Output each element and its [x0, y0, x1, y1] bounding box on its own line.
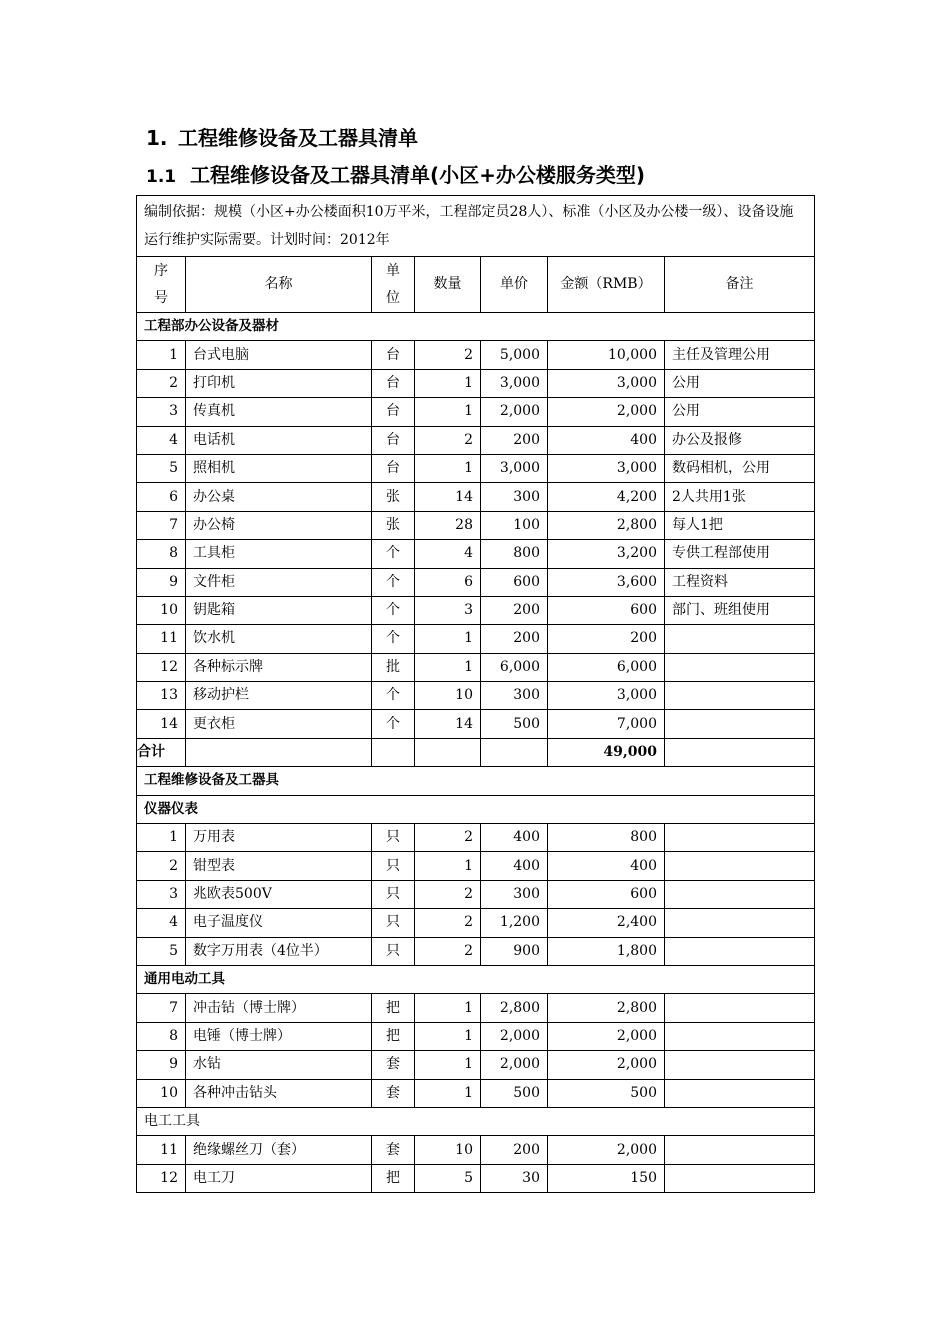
table-row [137, 909, 815, 937]
cell-price: 600 [481, 568, 548, 596]
cell-name: 电话机 [186, 426, 372, 454]
cell-amount: 7,000 [548, 710, 665, 738]
cell-price: 2,000 [481, 1051, 548, 1079]
cell-price: 30 [481, 1164, 548, 1192]
cell-seq: 8 [137, 540, 186, 568]
cell-note [665, 1079, 815, 1107]
section-row [137, 795, 815, 823]
cell-amount: 3,000 [548, 454, 665, 482]
cell-seq: 4 [137, 426, 186, 454]
cell-price: 3,000 [481, 454, 548, 482]
cell-note: 部门、班组使用 [665, 596, 815, 624]
table-row [137, 710, 815, 738]
cell-note: 数码相机，公用 [665, 454, 815, 482]
cell-note [665, 909, 815, 937]
cell-unit: 张 [372, 511, 415, 539]
cell-amount: 2,400 [548, 909, 665, 937]
table-row [137, 1079, 815, 1107]
cell-unit: 套 [372, 1079, 415, 1107]
header-amount: 金额（RMB） [548, 257, 665, 313]
cell-amount: 4,200 [548, 483, 665, 511]
cell-unit: 套 [372, 1136, 415, 1164]
table-row [137, 852, 815, 880]
cell-name: 钳型表 [186, 852, 372, 880]
cell-qty: 2 [415, 426, 481, 454]
cell-amount: 3,600 [548, 568, 665, 596]
cell-name: 打印机 [186, 369, 372, 397]
cell-seq: 7 [137, 511, 186, 539]
cell-qty: 3 [415, 596, 481, 624]
cell-qty: 2 [415, 937, 481, 965]
heading-1-text: 工程维修设备及工器具清单 [178, 126, 418, 150]
cell-amount: 3,000 [548, 369, 665, 397]
cell-note [665, 1051, 815, 1079]
cell-amount: 400 [548, 426, 665, 454]
table-row [137, 1164, 815, 1192]
cell-unit: 张 [372, 483, 415, 511]
cell-price: 2,800 [481, 994, 548, 1022]
section-title: 仪器仪表 [137, 795, 815, 823]
cell-note [665, 852, 815, 880]
cell-seq: 1 [137, 824, 186, 852]
cell-name: 台式电脑 [186, 341, 372, 369]
cell-qty: 10 [415, 1136, 481, 1164]
cell-seq: 3 [137, 880, 186, 908]
heading-1 [146, 122, 418, 151]
cell-unit: 台 [372, 454, 415, 482]
table-row [137, 540, 815, 568]
cell-seq: 7 [137, 994, 186, 1022]
cell-name: 移动护栏 [186, 682, 372, 710]
cell-unit: 个 [372, 568, 415, 596]
section-row [137, 767, 815, 795]
cell-qty: 1 [415, 454, 481, 482]
cell-note [665, 682, 815, 710]
cell-amount: 2,000 [548, 1136, 665, 1164]
cell-amount: 800 [548, 824, 665, 852]
cell-name: 办公椅 [186, 511, 372, 539]
cell-note: 办公及报修 [665, 426, 815, 454]
table-row [137, 511, 815, 539]
table-row [137, 369, 815, 397]
cell-unit: 个 [372, 596, 415, 624]
cell-seq: 11 [137, 625, 186, 653]
cell-qty: 14 [415, 710, 481, 738]
cell-note: 公用 [665, 369, 815, 397]
cell-seq: 8 [137, 1022, 186, 1050]
cell-unit: 台 [372, 341, 415, 369]
cell-name: 工具柜 [186, 540, 372, 568]
section-row [137, 313, 815, 341]
cell-qty: 14 [415, 483, 481, 511]
cell-seq: 4 [137, 909, 186, 937]
total-empty-cell [415, 738, 481, 766]
cell-price: 200 [481, 625, 548, 653]
section-title: 工程维修设备及工器具 [137, 767, 815, 795]
cell-price: 400 [481, 824, 548, 852]
cell-seq: 3 [137, 398, 186, 426]
cell-unit: 台 [372, 369, 415, 397]
cell-amount: 3,000 [548, 682, 665, 710]
cell-seq: 14 [137, 710, 186, 738]
cell-unit: 批 [372, 653, 415, 681]
cell-seq: 12 [137, 653, 186, 681]
cell-note [665, 1164, 815, 1192]
cell-seq: 9 [137, 1051, 186, 1079]
section-title: 工程部办公设备及器材 [137, 313, 815, 341]
cell-price: 500 [481, 710, 548, 738]
cell-seq: 11 [137, 1136, 186, 1164]
cell-name: 钥匙箱 [186, 596, 372, 624]
equipment-table-body [137, 196, 815, 1193]
cell-qty: 28 [415, 511, 481, 539]
header-name: 名称 [186, 257, 372, 313]
cell-unit: 把 [372, 994, 415, 1022]
section-title: 通用电动工具 [137, 965, 815, 993]
cell-unit: 台 [372, 398, 415, 426]
cell-amount: 200 [548, 625, 665, 653]
cell-name: 数字万用表（4位半） [186, 937, 372, 965]
cell-amount: 2,800 [548, 994, 665, 1022]
cell-qty: 10 [415, 682, 481, 710]
cell-amount: 2,000 [548, 1051, 665, 1079]
cell-unit: 只 [372, 937, 415, 965]
cell-name: 各种标示牌 [186, 653, 372, 681]
cell-amount: 500 [548, 1079, 665, 1107]
cell-price: 1,200 [481, 909, 548, 937]
cell-qty: 6 [415, 568, 481, 596]
header-unit-text: 单 位 [386, 262, 400, 306]
header-seq [137, 257, 186, 313]
basis-text: 编制依据：规模（小区+办公楼面积10万平米，工程部定员28人）、标准（小区及办公楼一级）、设备设施运行维护实际需要。计划时间：2012年 [137, 196, 815, 257]
cell-name: 文件柜 [186, 568, 372, 596]
total-empty-cell [372, 738, 415, 766]
cell-note [665, 1022, 815, 1050]
header-seq-text: 序 号 [154, 262, 168, 306]
cell-note: 专供工程部使用 [665, 540, 815, 568]
table-row [137, 824, 815, 852]
total-label: 合计 [137, 738, 186, 766]
cell-price: 200 [481, 1136, 548, 1164]
total-row [137, 738, 815, 766]
cell-qty: 2 [415, 909, 481, 937]
heading-2-text: 工程维修设备及工器具清单(小区+办公楼服务类型) [190, 163, 646, 187]
total-empty-cell [481, 738, 548, 766]
cell-price: 2,000 [481, 398, 548, 426]
cell-qty: 1 [415, 369, 481, 397]
cell-unit: 把 [372, 1164, 415, 1192]
total-empty-cell [665, 738, 815, 766]
table-row [137, 682, 815, 710]
cell-price: 400 [481, 852, 548, 880]
cell-price: 3,000 [481, 369, 548, 397]
table-row [137, 1022, 815, 1050]
table-row [137, 937, 815, 965]
cell-note [665, 653, 815, 681]
cell-amount: 600 [548, 596, 665, 624]
cell-seq: 5 [137, 454, 186, 482]
cell-qty: 1 [415, 1051, 481, 1079]
cell-qty: 5 [415, 1164, 481, 1192]
cell-note: 工程资料 [665, 568, 815, 596]
cell-qty: 1 [415, 653, 481, 681]
cell-price: 200 [481, 426, 548, 454]
cell-note: 每人1把 [665, 511, 815, 539]
cell-unit: 个 [372, 540, 415, 568]
cell-unit: 只 [372, 880, 415, 908]
total-amount: 49,000 [548, 738, 665, 766]
cell-qty: 1 [415, 852, 481, 880]
cell-amount: 6,000 [548, 653, 665, 681]
cell-seq: 2 [137, 852, 186, 880]
cell-amount: 3,200 [548, 540, 665, 568]
cell-unit: 个 [372, 625, 415, 653]
cell-qty: 2 [415, 341, 481, 369]
cell-seq: 2 [137, 369, 186, 397]
cell-price: 800 [481, 540, 548, 568]
cell-name: 饮水机 [186, 625, 372, 653]
cell-unit: 个 [372, 682, 415, 710]
cell-qty: 2 [415, 824, 481, 852]
cell-price: 300 [481, 483, 548, 511]
cell-unit: 台 [372, 426, 415, 454]
cell-price: 200 [481, 596, 548, 624]
cell-note [665, 625, 815, 653]
cell-note [665, 937, 815, 965]
cell-price: 6,000 [481, 653, 548, 681]
table-row [137, 1051, 815, 1079]
cell-seq: 1 [137, 341, 186, 369]
cell-unit: 个 [372, 710, 415, 738]
cell-name: 更衣柜 [186, 710, 372, 738]
cell-price: 100 [481, 511, 548, 539]
cell-qty: 4 [415, 540, 481, 568]
table-row [137, 341, 815, 369]
cell-price: 5,000 [481, 341, 548, 369]
cell-price: 500 [481, 1079, 548, 1107]
cell-price: 2,000 [481, 1022, 548, 1050]
cell-price: 300 [481, 682, 548, 710]
cell-note [665, 880, 815, 908]
cell-name: 照相机 [186, 454, 372, 482]
cell-qty: 1 [415, 994, 481, 1022]
cell-name: 绝缘螺丝刀（套） [186, 1136, 372, 1164]
table-row [137, 426, 815, 454]
section-title: 电工工具 [137, 1107, 815, 1135]
heading-2 [146, 159, 645, 188]
cell-amount: 2,800 [548, 511, 665, 539]
cell-amount: 400 [548, 852, 665, 880]
cell-name: 水钻 [186, 1051, 372, 1079]
cell-unit: 只 [372, 824, 415, 852]
cell-seq: 9 [137, 568, 186, 596]
table-row [137, 398, 815, 426]
cell-name: 兆欧表500V [186, 880, 372, 908]
header-note: 备注 [665, 257, 815, 313]
cell-name: 电子温度仪 [186, 909, 372, 937]
cell-unit: 只 [372, 852, 415, 880]
cell-qty: 2 [415, 880, 481, 908]
heading-2-number: 1.1 [146, 167, 177, 187]
cell-qty: 1 [415, 398, 481, 426]
header-qty: 数量 [415, 257, 481, 313]
table-row [137, 483, 815, 511]
cell-qty: 1 [415, 1022, 481, 1050]
cell-amount: 600 [548, 880, 665, 908]
cell-note [665, 710, 815, 738]
cell-name: 万用表 [186, 824, 372, 852]
cell-note [665, 824, 815, 852]
section-row [137, 965, 815, 993]
cell-seq: 10 [137, 1079, 186, 1107]
cell-qty: 1 [415, 625, 481, 653]
cell-unit: 把 [372, 1022, 415, 1050]
cell-name: 电工刀 [186, 1164, 372, 1192]
equipment-table [136, 195, 815, 1193]
header-price: 单价 [481, 257, 548, 313]
table-row [137, 880, 815, 908]
cell-qty: 1 [415, 1079, 481, 1107]
cell-name: 办公桌 [186, 483, 372, 511]
table-row [137, 568, 815, 596]
table-row [137, 596, 815, 624]
cell-note [665, 1136, 815, 1164]
table-row [137, 653, 815, 681]
cell-seq: 5 [137, 937, 186, 965]
cell-price: 900 [481, 937, 548, 965]
heading-1-number: 1. [146, 126, 168, 150]
cell-note [665, 994, 815, 1022]
cell-seq: 10 [137, 596, 186, 624]
cell-amount: 10,000 [548, 341, 665, 369]
cell-amount: 150 [548, 1164, 665, 1192]
total-empty-cell [186, 738, 372, 766]
cell-note: 公用 [665, 398, 815, 426]
cell-note: 主任及管理公用 [665, 341, 815, 369]
cell-amount: 2,000 [548, 1022, 665, 1050]
cell-unit: 只 [372, 909, 415, 937]
header-unit [372, 257, 415, 313]
table-row [137, 994, 815, 1022]
cell-amount: 1,800 [548, 937, 665, 965]
section-row [137, 1107, 815, 1135]
header-row [137, 257, 815, 313]
cell-seq: 6 [137, 483, 186, 511]
cell-price: 300 [481, 880, 548, 908]
cell-name: 电锤（博士牌） [186, 1022, 372, 1050]
cell-amount: 2,000 [548, 398, 665, 426]
cell-seq: 13 [137, 682, 186, 710]
cell-name: 冲击钻（博士牌） [186, 994, 372, 1022]
table-row [137, 454, 815, 482]
cell-name: 各种冲击钻头 [186, 1079, 372, 1107]
table-row [137, 625, 815, 653]
cell-unit: 套 [372, 1051, 415, 1079]
basis-row [137, 196, 815, 257]
cell-note: 2人共用1张 [665, 483, 815, 511]
cell-name: 传真机 [186, 398, 372, 426]
cell-seq: 12 [137, 1164, 186, 1192]
table-row [137, 1136, 815, 1164]
